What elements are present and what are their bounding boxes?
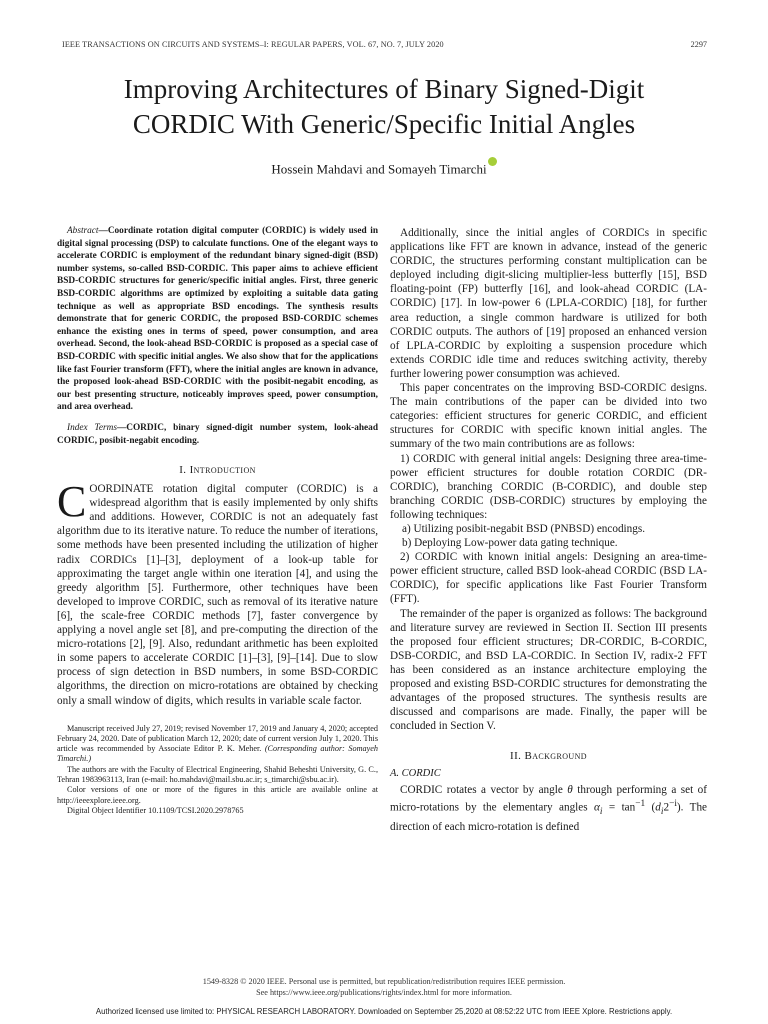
paragraph: This paper concentrates on the improving BSD-CORDIC designs. The main contributions of the paper can be divided into two categories: efficient structures for generic CORDIC, and efficient structures for CORDIC with specific known initial angles. The summary of the two main contributions are as follows: [390,382,707,451]
subsection-heading: A. CORDIC [390,768,441,780]
right-column [390,226,707,834]
paragraph: Additionally, since the initial angles of CORDICs in specific applications like FFT are known in advance, instead of the generic CORDIC, the structures performing constant multiplication can be deployed including digit-slicing multiplier-less butterfly [15], BSD floating-point (FP) butterfly [16], and look-ahead CORDIC (LA-CORDIC) [17]. In low-power 6 (LPLA-CORDIC) [18], for further area reduction, a single common hardware is utilized for both CORDIC outputs. The authors of [19] proposed an enhanced version of LPLA-CORDIC by exploiting a suspension procedure which extends CORDIC idle time and reduces switching activity, thereby further lowering power consumption was achieved. [390,227,707,380]
list-item: a) Utilizing posibit-negabit BSD (PNBSD) encodings. [402,522,646,535]
paper-title [40,72,728,142]
paragraph: 1) CORDIC with general initial angels: Designing three area-time-power efficient structures for double rotation CORDIC (DR-CORDIC), branching CORDIC (B-CORDIC), and double step branching CORDIC (DSB-CORDIC) structures by employing the following techniques: [390,452,707,521]
footnote-affiliation: The authors are with the Faculty of Electrical Engineering, Shahid Beheshti University, G. C., Tehran 1983963113, Iran (e-mail: ho.mahdavi@mail.sbu.ac.ir; s_timarchi@sbu.ac.ir). [57,764,378,785]
abstract-label: Abstract [67,226,99,236]
abstract-text: Coordinate rotation digital computer (CORDIC) is widely used in digital signal processing (DSP) to calculate functions. One of the elegant ways to accelerate CORDIC is employment of the redundant binary signed-digit (BSD) number systems, so-called BSD-CORDIC. This paper aims to achieve efficient BSD-CORDIC structures for generic/specific initial angles. First, three generic BSD-CORDIC algorithms are optimized by exploiting a suitable data gating technique as well as appropriate BSD encodings. The synthesis results demonstrate that for generic CORDIC, the proposed BSD-CORDIC schemes enhance the existing ones in terms of speed, power consumption, and area overhead. Second, the look-ahead BSD-CORDIC is proposed as a special case of BSD-CORDIC with specific initial angles. We also show that for the applications like fast Fourier transform (FFT), where the initial angles are known in advance, the proposed look-ahead BSD-CORDIC with the posibit-negabit encoding, as our best presenting structure, noticeably improves speed, power consumption, and area overhead. [57,226,378,413]
running-header: IEEE TRANSACTIONS ON CIRCUITS AND SYSTEMS–I: REGULAR PAPERS, VOL. 67, NO. 7, JULY 2020 [62,40,444,49]
index-terms-text: CORDIC, binary signed-digit number system, look-ahead CORDIC, posibit-negabit encoding. [57,422,378,446]
footnotes [57,724,378,817]
orcid-icon[interactable] [488,157,497,166]
section-number: II. [510,750,522,763]
index-terms: Index Terms—CORDIC, binary signed-digit number system, look-ahead CORDIC, posibit-negabit encoding. [57,422,378,446]
copyright-line-1: 1549-8328 © 2020 IEEE. Personal use is permitted, but republication/redistribution requires IEEE permission. [202,977,566,986]
theta-symbol: θ [567,784,573,797]
section-heading-background [390,750,707,762]
paragraph: The remainder of the paper is organized as follows: The background and literature survey are reviewed in Section II. Section III presents the proposed four efficient structures; DR-CORDIC, B-CORDIC, DSB-CORDIC, and BSD LA-CORDIC. In Section IV, radix-2 FFT has been considered as an instance architecture employing the proposed and existing BSD-CORDIC structures for demonstrating the advantages of the proposed structures. The synthesis results are discussed and comparisons are made. Finally, the paper will be concluded in Section V. [390,607,707,733]
section-title: Introduction [189,464,256,477]
footnote-color: Color versions of one or more of the figures in this article are available online at http://ieeexplore.ieee.org. [57,785,378,805]
index-terms-label: Index Terms [67,422,117,433]
intro-paragraph [57,477,378,708]
corresponding-author: (Corresponding author: Somayeh Timarchi.) [57,744,378,764]
drop-cap: C [57,477,87,527]
author-list [40,159,728,177]
section-number: I. [179,464,187,477]
list-item: b) Deploying Low-power data gating technique. [402,537,618,550]
page-number: 2297 [690,40,707,49]
section-title: Background [524,750,587,763]
title-line-1: Improving Architectures of Binary Signed-Digit [123,74,645,104]
footnote-doi: Digital Object Identifier 10.1109/TCSI.2020.2978765 [67,805,244,815]
left-column [57,225,378,816]
footnote-manuscript: Manuscript received July 27, 2019; revised November 17, 2019 and January 4, 2020; accepted February 24, 2020. Date of publication March 12, 2020; date of current version July 1, 2020. This article was recommended by Associate Editor P. K. Meher. (Corresponding author: Somayeh Timarchi.) [57,723,378,764]
paragraph-cordic: CORDIC rotates a vector by angle θ through performing a set of micro-rotations by the elementary angles $\alpha_i = \tan^{-1} (d_i2^{-i})$. The direction of each micro-rotation is defined [390,784,708,833]
paragraph: 2) CORDIC with known initial angels: Designing an area-time-power efficient structure, called BSD look-ahead CORDIC (BSD LA-CORDIC), for specific applications like Fast Fourier Transform (FFT). [390,551,707,606]
section-heading-introduction [57,464,378,476]
abstract: Abstract—Coordinate rotation digital computer (CORDIC) is widely used in digital signal processing (DSP) to calculate functions. One of the elegant ways to accelerate CORDIC is employment of the redundant binary signed-digit (BSD) number systems, so-called BSD-CORDIC. This paper aims to achieve efficient BSD-CORDIC structures for generic/specific initial angles. First, three generic BSD-CORDIC algorithms are optimized by exploiting a suitable data gating technique as well as appropriate BSD encodings. The synthesis results demonstrate that for generic CORDIC, the proposed BSD-CORDIC schemes enhance the existing ones in terms of speed, power consumption, and area overhead. Second, the look-ahead BSD-CORDIC is proposed as a special case of BSD-CORDIC with specific initial angles. We also show that for the applications like fast Fourier transform (FFT), where the initial angles are known in advance, the proposed look-ahead BSD-CORDIC with the posibit-negabit encoding, as our best presenting structure, noticeably improves speed, power consumption, and area overhead. [57,226,378,413]
title-line-2: CORDIC With Generic/Specific Initial Angles [132,109,636,139]
copyright-line-2: See https://www.ieee.org/publications/rights/index.html for more information. [256,987,512,997]
license-notice: Authorized licensed use limited to: PHYSICAL RESEARCH LABORATORY. Downloaded on September 25,2020 at 08:52:22 UTC from IEEE Xplore. Restrictions apply. [95,1007,673,1016]
copyright-notice [0,977,768,998]
authors-text: Hossein Mahdavi and Somayeh Timarchi [271,161,487,177]
intro-text: OORDINATE rotation digital computer (CORDIC) is a widespread algorithm that is easily implemented by only shifts and additions. However, CORDIC is not an adequately fast algorithm due to its iterative nature. To reduce the number of iterations, some methods have been presented including the utilization of higher radix CORDICs [1]–[3], deployment of a look-up table for approximating the target angle within one iteration [4], and using the greedy algorithm [5]. Furthermore, other techniques have been developed to improve CORDIC, such as removal of its iterative nature [6], the scale-free CORDIC methods [7], faster convergence by applying a novel angle set [8], and pre-computing the direction of the micro-rotations [2], [9]. Also, redundant arithmetic has been exploited in some papers to accelerate CORDIC [1]–[3], [9]–[14]. Due to slow process of sign detection in BSD numbers, in some BSD-CORDIC algorithms, the direction on micro-rotations are obtained by checking only a small window of digits, which results in variable scale factor. [57,483,378,707]
